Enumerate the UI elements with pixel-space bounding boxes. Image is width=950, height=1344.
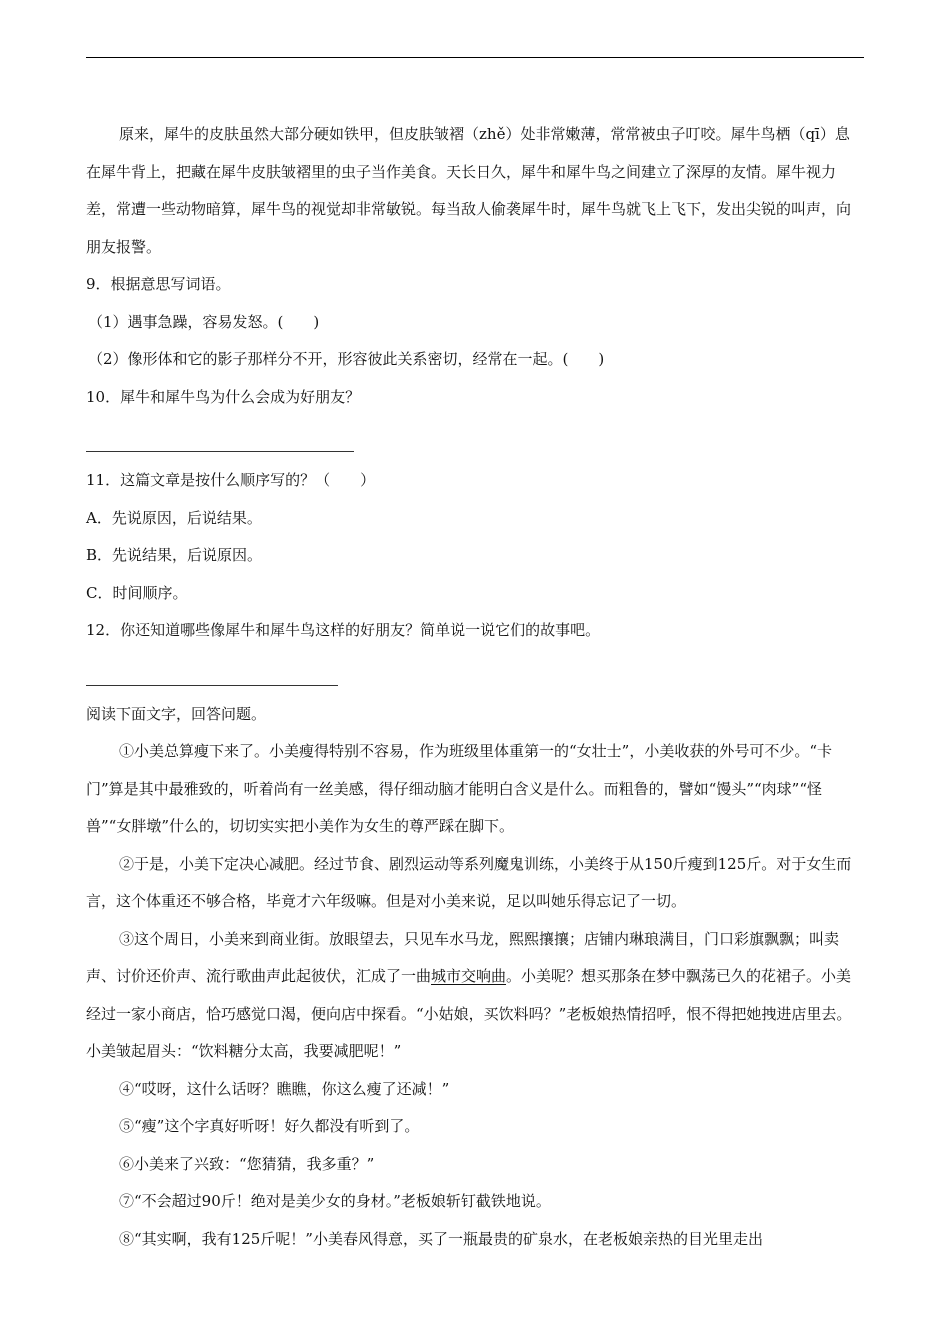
header-rule — [86, 57, 864, 58]
question-11-title: 11．这篇文章是按什么顺序写的？（ ） — [86, 471, 376, 489]
underlined-phrase: 城市交响曲 — [431, 967, 507, 985]
question-11-option-c[interactable]: C．时间顺序。 — [86, 583, 188, 602]
reading-paragraph-2: ②于是，小美下定决心减肥。经过节食、剧烈运动等系列魔鬼训练，小美终于从150斤瘦到125斤。对于女生而言，这个体重还不够合格，毕竟才六年级嘛。但是对小美来说，足以叫她乐得忘记了一切。 — [86, 854, 852, 910]
reading-paragraph-3-before: ③这个周日，小美来到商业街。放眼望去，只见车水马龙，熙熙攘攘；店铺内琳琅满目，门口彩旗飘飘；叫卖声、讨价还价声、流行歌曲声此起彼伏，汇成了一曲 — [86, 929, 840, 985]
question-12-answer-line[interactable] — [86, 685, 338, 686]
question-9-item-1: （1）遇事急躁，容易发怒。( ) — [88, 312, 320, 331]
question-9-title: 9．根据意思写词语。 — [86, 275, 231, 293]
question-10-answer-line[interactable] — [86, 451, 354, 452]
reading-paragraph-3 — [86, 921, 864, 1071]
exam-page — [86, 116, 864, 1258]
reading-paragraph-8: ⑧“其实啊，我有125斤呢！”小美春风得意，买了一瓶最贵的矿泉水，在老板娘亲热的目光里走出 — [119, 1229, 763, 1248]
reading-paragraph-5: ⑤“瘦”这个字真好听呀！好久都没有听到了。 — [119, 1117, 420, 1135]
question-9-item-2: （2）像形体和它的影子那样分不开，形容彼此关系密切，经常在一起。( ) — [88, 350, 605, 368]
question-10-title: 10．犀牛和犀牛鸟为什么会成为好朋友？ — [86, 387, 361, 406]
reading-paragraph-6: ⑥小美来了兴致：“您猜猜，我多重？” — [119, 1154, 375, 1173]
reading-paragraph-3-after: 。小美呢？想买那条在梦中飘荡已久的花裙子。小美经过一家小商店，恰巧感觉口渴，便向店中探看。“小姑娘，买饮料吗？”老板娘热情招呼，恨不得把她拽进店里去。小美皱起眉头：“饮料糖分太高，我要减肥呢！” — [86, 967, 852, 1060]
reading-paragraph-4: ④“哎呀，这什么话呀？瞧瞧，你这么瘦了还减！” — [119, 1079, 450, 1098]
reading-intro: 阅读下面文字，回答问题。 — [86, 704, 267, 723]
passage-paragraph: 原来，犀牛的皮肤虽然大部分硬如铁甲，但皮肤皱褶（zhě）处非常嫩薄，常常被虫子叮咬。犀牛鸟栖（qī）息在犀牛背上，把藏在犀牛皮肤皱褶里的虫子当作美食。天长日久，犀牛和犀牛鸟之间建立了深厚的友情。犀牛视力差，常遭一些动物暗算，犀牛鸟的视觉却非常敏锐。每当敌人偷袭犀牛时，犀牛鸟就飞上飞下，发出尖锐的叫声，向朋友报警。 — [86, 125, 852, 256]
reading-paragraph-7: ⑦“不会超过90斤！绝对是美少女的身材。”老板娘斩钉截铁地说。 — [119, 1192, 551, 1210]
question-12-title: 12．你还知道哪些像犀牛和犀牛鸟这样的好朋友？简单说一说它们的故事吧。 — [86, 621, 601, 639]
question-11-option-b[interactable]: B．先说结果，后说原因。 — [86, 546, 263, 564]
reading-paragraph-1: ①小美总算瘦下来了。小美瘦得特别不容易，作为班级里体重第一的“女壮士”，小美收获的外号可不少。“卡门”算是其中最雅致的，听着尚有一丝美感，得仔细动脑才能明白含义是什么。而粗鲁的，譬如“馒头”“肉球”“怪兽”“女胖墩”什么的，切切实实把小美作为女生的尊严踩在脚下。 — [86, 742, 833, 835]
question-11-option-a[interactable]: A．先说原因，后说结果。 — [86, 508, 262, 527]
